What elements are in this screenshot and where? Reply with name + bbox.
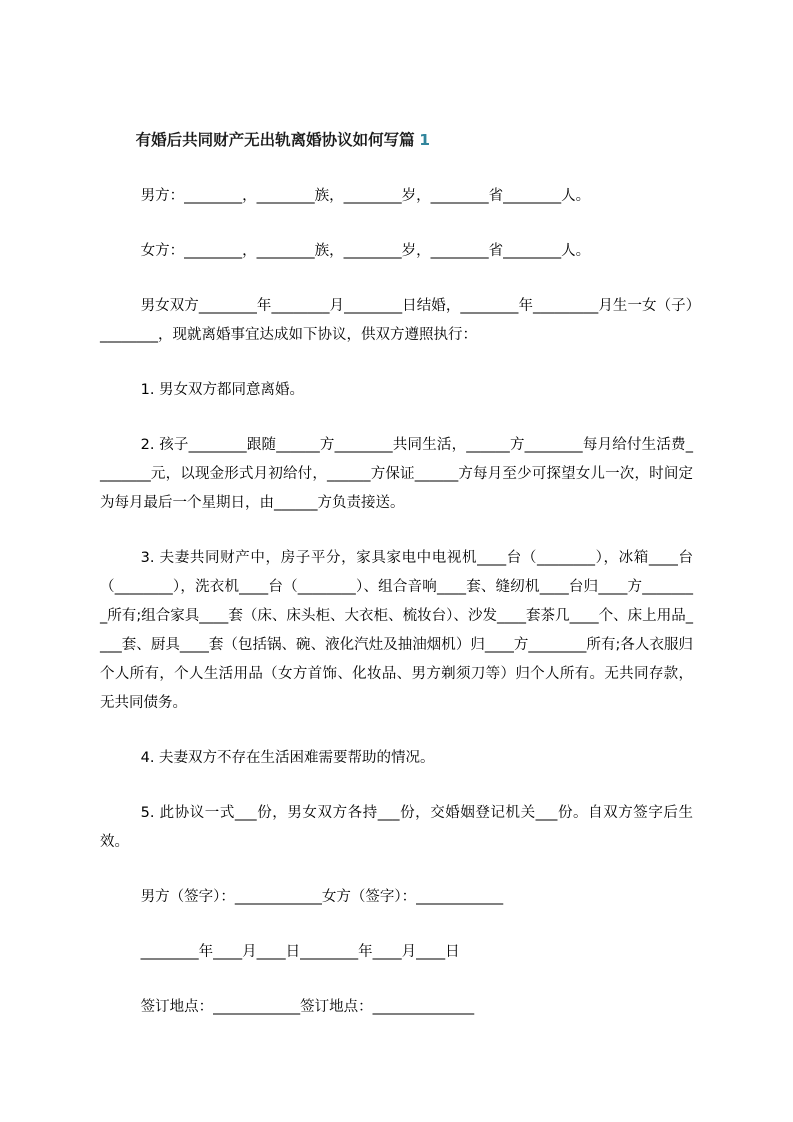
clause-3-property-division: 3. 夫妻共同财产中，房子平分，家具家电中电视机____台（________），冰箱____台（________），洗衣机____台（________）、组合音响____套、缝纫机____台归____方________所有;组合家具____套（床、床头柜、大衣柜、梳妆台）、沙发____套茶几____个、床上用品____套、厨具____套（包括锅、碗、液化汽灶及抽油烟机）归____方________所有;各人衣服归个人所有，个人生活用品（女方首饰、化妆品、男方剃须刀等）归个人所有。无共同存款，无共同债务。 bbox=[100, 550, 693, 711]
paragraph-husband-info: 男方：________，________族，________岁，________省________人。 bbox=[140, 188, 591, 204]
clause-4-no-hardship: 4. 夫妻双方不存在生活困难需要帮助的情况。 bbox=[140, 750, 435, 766]
signing-location-line: 签订地点：____________签订地点：______________ bbox=[140, 999, 475, 1015]
clause-1-divorce-agreement: 1. 男女双方都同意离婚。 bbox=[140, 382, 305, 398]
paragraph-marriage-info: 男女双方________年________月________日结婚，________年_________月生一女（子）________，现就离婚事宜达成如下协议，供双方遵照执行： bbox=[100, 298, 693, 343]
clause-2-child-custody: 2. 孩子________跟随______方________共同生活，______方________每月给付生活费________元，以现金形式月初给付，______方保证______方每月至少可探望女儿一次，时间定为每月最后一个星期日，由______方负责接送。 bbox=[100, 437, 693, 511]
date-line: ________年____月____日________年____月____日 bbox=[140, 944, 460, 960]
document-title-text: 有婚后共同财产无出轨离婚协议如何写篇 bbox=[135, 131, 415, 149]
signature-line: 男方（签字）：____________女方（签字）：____________ bbox=[140, 889, 504, 905]
document-title-number: 1 bbox=[419, 131, 431, 149]
clause-5-copies-and-effect: 5. 此协议一式___份，男女双方各持___份，交婚姻登记机关___份。自双方签字后生效。 bbox=[100, 805, 693, 850]
paragraph-wife-info: 女方：________，________族，________岁，________省________人。 bbox=[140, 243, 591, 259]
document-title bbox=[100, 126, 693, 155]
